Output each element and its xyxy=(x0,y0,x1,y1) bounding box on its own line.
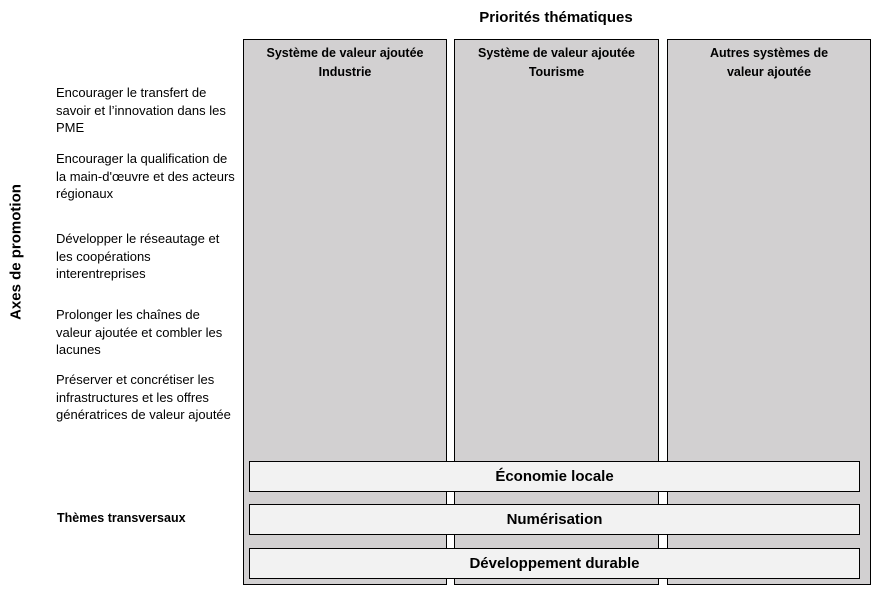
column-header xyxy=(455,44,658,82)
column-header-line2: valeur ajoutée xyxy=(726,65,812,79)
transversal-themes-label: Thèmes transversaux xyxy=(57,511,186,525)
axis-qualification: Encourager la qualification de la main-d'œuvre et des acteurs régionaux xyxy=(56,151,235,201)
column-header-line1: Système de valeur ajoutée xyxy=(266,46,424,60)
theme-developpement-durable: Développement durable xyxy=(249,548,860,579)
column-header xyxy=(244,44,446,82)
column-header-line2: Industrie xyxy=(318,65,372,79)
column-header-line1: Autres systèmes de xyxy=(709,46,829,60)
promotion-axes-title-text: Axes de promotion xyxy=(7,184,25,320)
axis-networking: Développer le réseautage et les coopérations interentreprises xyxy=(56,231,220,281)
column-header-line2: Tourisme xyxy=(528,65,585,79)
axis-value-chains: Prolonger les chaînes de valeur ajoutée et combler les lacunes xyxy=(56,307,223,357)
thematic-priorities-title: Priorités thématiques xyxy=(479,9,633,26)
theme-economie-locale: Économie locale xyxy=(249,461,860,492)
column-header xyxy=(668,44,870,82)
axis-infrastructure: Préserver et concrétiser les infrastructures et les offres génératrices de valeur ajoutée xyxy=(56,372,231,422)
theme-numerisation: Numérisation xyxy=(249,504,860,535)
column-header-line1: Système de valeur ajoutée xyxy=(477,46,636,60)
axis-transfer-innovation: Encourager le transfert de savoir et l’innovation dans les PME xyxy=(56,85,226,135)
